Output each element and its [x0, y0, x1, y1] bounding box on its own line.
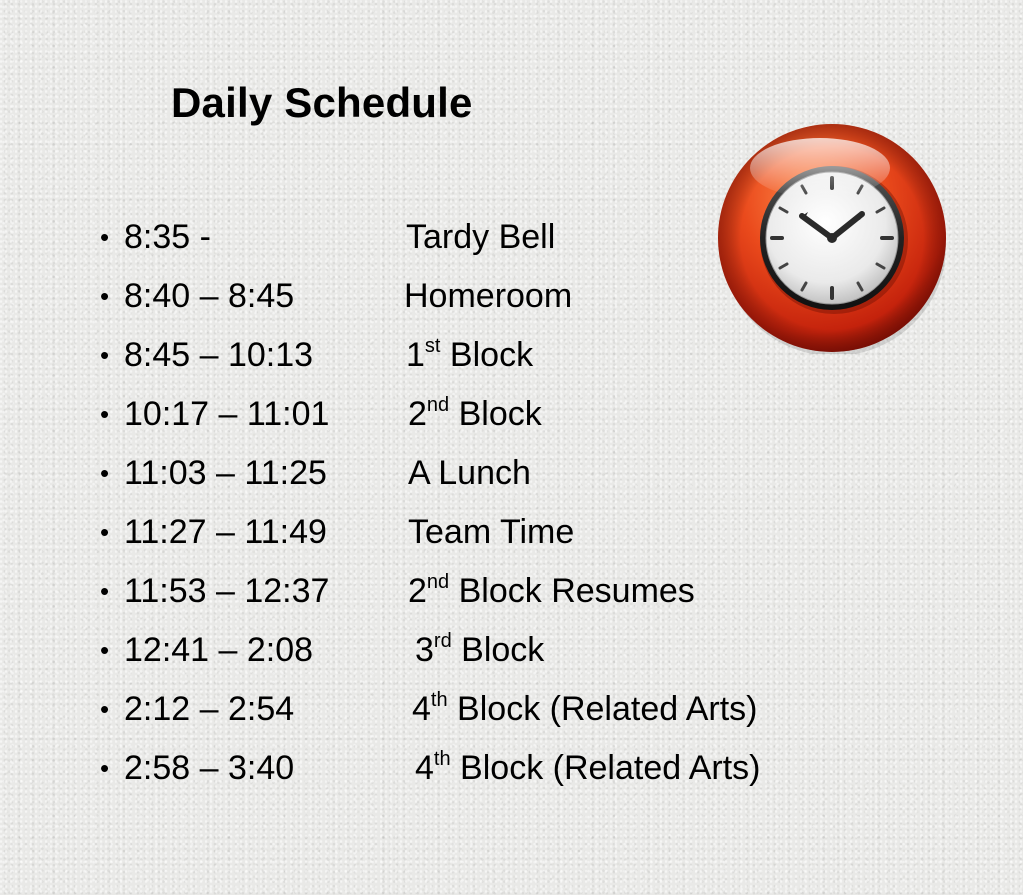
event-label [406, 328, 533, 382]
time-range: 10:17 – 11:01 [124, 395, 330, 433]
bullet: • [100, 222, 110, 252]
bullet: • [100, 753, 110, 783]
block-text: Block [440, 336, 534, 374]
event-label [415, 741, 761, 795]
bullet: • [100, 635, 110, 665]
ordinal-suffix: th [430, 689, 448, 711]
bullet: • [100, 340, 110, 370]
event-label [406, 210, 555, 264]
bullet: • [100, 281, 110, 311]
time-range: 11:53 – 12:37 [124, 572, 330, 610]
page-title: Daily Schedule [171, 79, 473, 126]
bullet: • [100, 694, 110, 724]
event-label [404, 269, 572, 323]
block-number: 4 [412, 690, 431, 728]
bullet: • [100, 399, 110, 429]
time-range: 12:41 – 2:08 [124, 631, 314, 669]
event-name: A Lunch [408, 454, 531, 492]
block-text: Block Resumes [449, 572, 695, 610]
time-range: 11:27 – 11:49 [124, 513, 327, 551]
event-label [408, 505, 574, 559]
bullet: • [100, 458, 110, 488]
block-text: Block [451, 631, 545, 669]
block-number: 4 [415, 749, 434, 787]
event-name: Team Time [408, 513, 575, 551]
ordinal-suffix: th [433, 748, 451, 770]
time-range: 8:35 - [124, 218, 211, 256]
block-text: Block (Related Arts) [447, 690, 758, 728]
bullet: • [100, 517, 110, 547]
block-text: Block [449, 395, 542, 433]
ordinal-suffix: nd [426, 394, 450, 416]
event-label [408, 387, 542, 441]
event-name: Homeroom [404, 277, 573, 315]
ordinal-suffix: rd [433, 630, 452, 652]
event-label [412, 682, 758, 736]
event-label [408, 564, 695, 618]
time-range: 2:12 – 2:54 [124, 690, 295, 728]
ordinal-suffix: nd [426, 571, 450, 593]
block-number: 2 [408, 395, 427, 433]
time-range: 11:03 – 11:25 [124, 454, 327, 492]
bullet: • [100, 576, 110, 606]
ordinal-suffix: st [424, 335, 441, 357]
event-label [408, 446, 531, 500]
block-number: 1 [406, 336, 425, 374]
time-range: 8:45 – 10:13 [124, 336, 314, 374]
block-number: 3 [415, 631, 434, 669]
block-number: 2 [408, 572, 427, 610]
time-range: 2:58 – 3:40 [124, 749, 295, 787]
event-label [415, 623, 544, 677]
event-name: Tardy Bell [406, 218, 556, 256]
block-text: Block (Related Arts) [450, 749, 761, 787]
clock-icon [716, 122, 948, 354]
time-range: 8:40 – 8:45 [124, 277, 295, 315]
